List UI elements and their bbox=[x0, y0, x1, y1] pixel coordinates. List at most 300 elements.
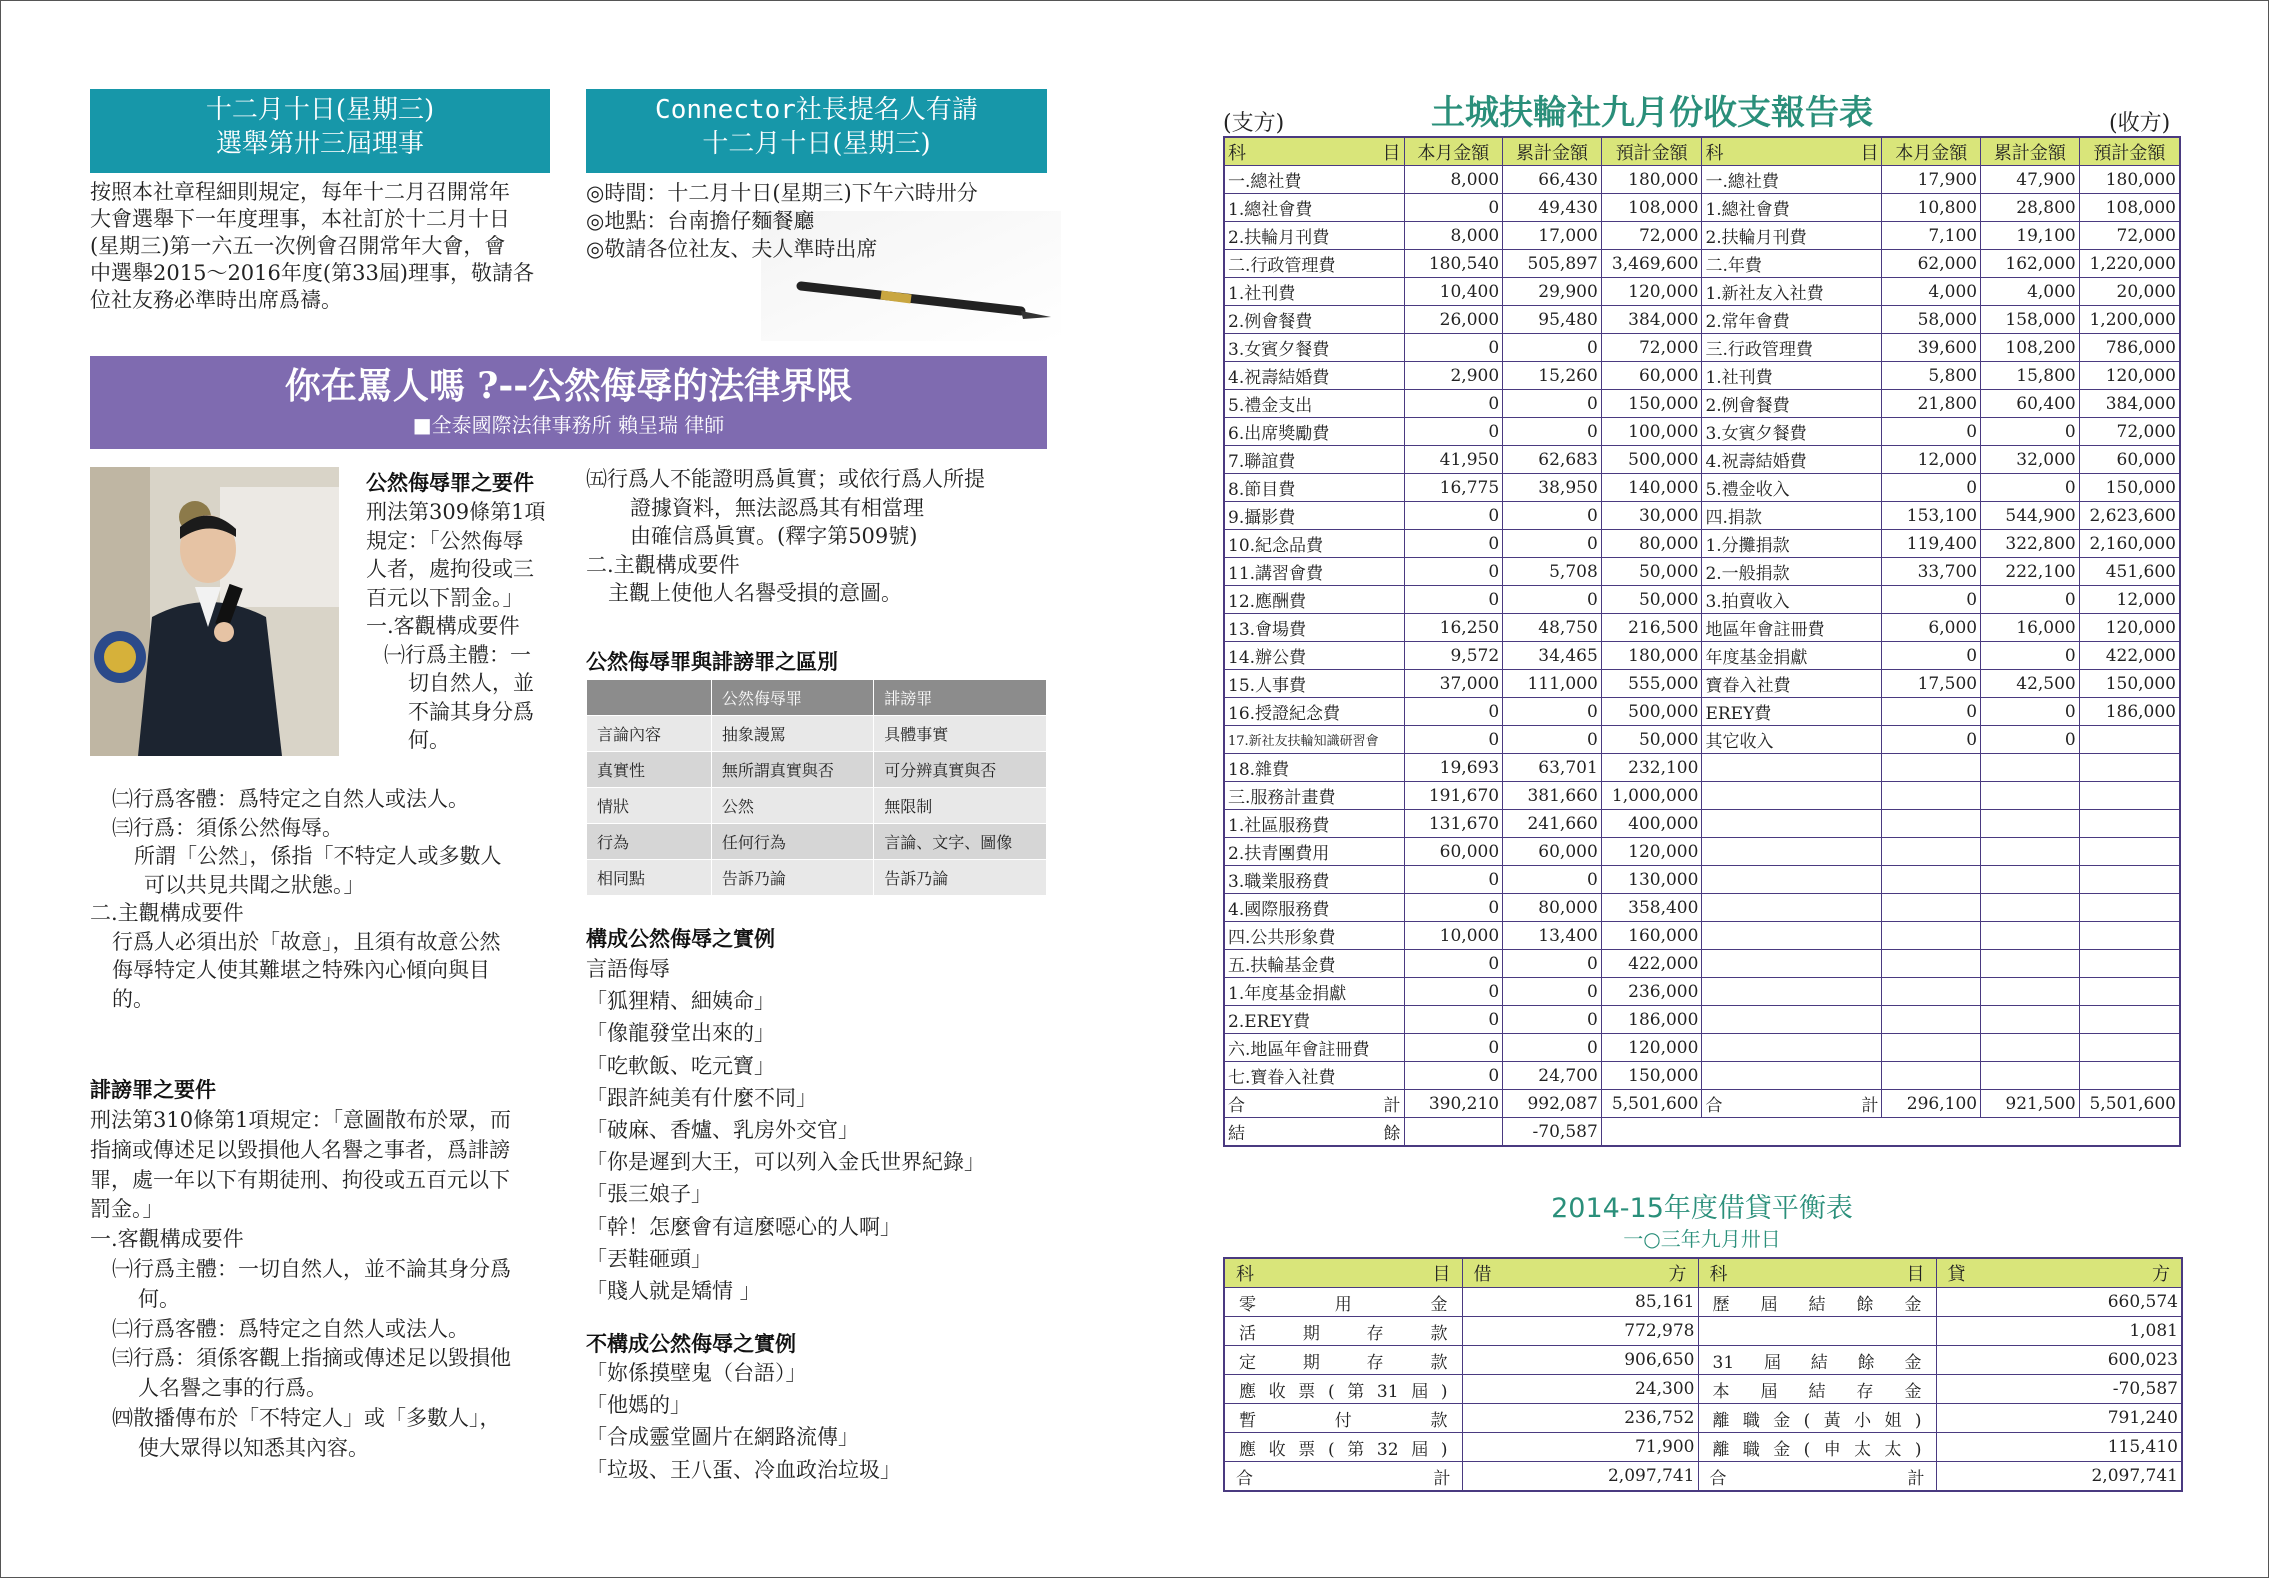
report-value: 38,950 bbox=[1503, 474, 1602, 502]
report-value: 150,000 bbox=[1601, 1062, 1702, 1090]
report-item-label: 2.扶青團費用 bbox=[1224, 838, 1404, 866]
balance-head-debit-a: 借 bbox=[1473, 1264, 1492, 1285]
report-header-subject-a: 科 bbox=[1705, 142, 1724, 164]
report-item-label: 一.總社費 bbox=[1702, 166, 1882, 194]
sec1a-line: ㈠行爲主體：一 bbox=[384, 642, 531, 667]
report-empty-cell bbox=[2079, 754, 2180, 782]
balance-total-debit: 2,097,741 bbox=[1462, 1462, 1698, 1492]
expense-total-label-a: 合 bbox=[1228, 1096, 1245, 1116]
report-value: 186,000 bbox=[2079, 698, 2180, 726]
report-value: 0 bbox=[1404, 978, 1503, 1006]
report-header-row bbox=[1224, 137, 2180, 166]
report-header-subject-b: 目 bbox=[1860, 142, 1879, 164]
income-total-label-a: 合 bbox=[1705, 1096, 1723, 1116]
report-value: 6,000 bbox=[1882, 614, 1981, 642]
sec2-line: ㈠行爲主體：一切自然人，並不論其身分爲 bbox=[112, 1256, 511, 1281]
report-value: 0 bbox=[1981, 418, 2080, 446]
report-empty-cell bbox=[2079, 1062, 2180, 1090]
expense-total-label-b: 計 bbox=[1383, 1096, 1401, 1116]
report-value: 15,800 bbox=[1981, 362, 2080, 390]
compare-cell: 告訴乃論 bbox=[711, 860, 873, 896]
report-empty-cell bbox=[1702, 922, 1882, 950]
report-item-label: 1.總社會費 bbox=[1702, 194, 1882, 222]
report-value: 191,670 bbox=[1404, 782, 1503, 810]
report-value: 49,430 bbox=[1503, 194, 1602, 222]
speaker-photo bbox=[90, 467, 339, 756]
examples-list bbox=[586, 953, 1056, 1307]
connector-box-line1: Connector社長提名人有請 bbox=[655, 95, 978, 125]
report-value: 60,000 bbox=[1503, 838, 1602, 866]
sec1a-line: 百元以下罰金。」 bbox=[366, 585, 524, 610]
report-item-label: 10.紀念品費 bbox=[1224, 530, 1404, 558]
report-value: 66,430 bbox=[1503, 166, 1602, 194]
non-examples-heading: 不構成公然侮辱之實例 bbox=[586, 1332, 796, 1356]
report-value: 32,000 bbox=[1981, 446, 2080, 474]
report-value: 0 bbox=[1882, 698, 1981, 726]
balance-head-credit-a: 貸 bbox=[1947, 1264, 1966, 1285]
report-value: 62,000 bbox=[1882, 250, 1981, 278]
report-item-label: 12.應酬費 bbox=[1224, 586, 1404, 614]
report-item-label: 1.新社友入社費 bbox=[1702, 278, 1882, 306]
report-value: 0 bbox=[1503, 390, 1602, 418]
balance-debit-value: 24,300 bbox=[1462, 1375, 1698, 1404]
report-value: 0 bbox=[1882, 642, 1981, 670]
connector-text-line: ◎敬請各位社友、夫人準時出席 bbox=[586, 237, 878, 261]
report-row bbox=[1224, 390, 2180, 418]
sec1a-line: 一.客觀構成要件 bbox=[366, 614, 520, 638]
report-value: 1,200,000 bbox=[2079, 306, 2180, 334]
report-value: 158,000 bbox=[1981, 306, 2080, 334]
compare-cell: 抽象謾罵 bbox=[711, 716, 873, 752]
report-value: 0 bbox=[1503, 502, 1602, 530]
report-row bbox=[1224, 922, 2180, 950]
balance-total-label-right-a: 合 bbox=[1709, 1468, 1727, 1489]
report-item-label: 7.聯誼費 bbox=[1224, 446, 1404, 474]
report-item-label: 17.新社友扶輪知識研習會 bbox=[1224, 726, 1404, 754]
report-value: 2,160,000 bbox=[2079, 530, 2180, 558]
compare-cell: 公然侮辱罪 bbox=[711, 680, 873, 716]
sec1a-line: 人者，處拘役或三 bbox=[366, 557, 534, 581]
report-item-label: EREY費 bbox=[1702, 698, 1882, 726]
report-empty-cell bbox=[1882, 754, 1981, 782]
report-value: 0 bbox=[1503, 978, 1602, 1006]
report-value: 0 bbox=[1404, 334, 1503, 362]
balance-label-a: 結 bbox=[1228, 1124, 1245, 1144]
report-empty-cell bbox=[1882, 1118, 1981, 1147]
balance-debit-item: 零用金 bbox=[1224, 1288, 1462, 1317]
report-value: 34,465 bbox=[1503, 642, 1602, 670]
report-item-label: 5.禮金收入 bbox=[1702, 474, 1882, 502]
report-value: 0 bbox=[1503, 586, 1602, 614]
report-item-label: 三.行政管理費 bbox=[1702, 334, 1882, 362]
report-value: 0 bbox=[1981, 726, 2080, 754]
col2top-line: 證據資料，無法認爲其有相當理 bbox=[630, 495, 924, 520]
report-value: 384,000 bbox=[1601, 306, 1702, 334]
report-item-label: 15.人事費 bbox=[1224, 670, 1404, 698]
balance-credit-item: 31屆結餘金 bbox=[1698, 1346, 1936, 1375]
report-item-label: 六.地區年會註冊費 bbox=[1224, 1034, 1404, 1062]
report-value: 26,000 bbox=[1404, 306, 1503, 334]
report-value: 60,400 bbox=[1981, 390, 2080, 418]
report-value: 0 bbox=[1981, 642, 2080, 670]
report-value: 21,800 bbox=[1882, 390, 1981, 418]
report-value: 17,500 bbox=[1882, 670, 1981, 698]
report-value: 216,500 bbox=[1601, 614, 1702, 642]
compare-row bbox=[587, 680, 1047, 716]
report-row bbox=[1224, 334, 2180, 362]
report-value: 63,701 bbox=[1503, 754, 1602, 782]
report-item-label: 11.講習會費 bbox=[1224, 558, 1404, 586]
expense-total-value: 992,087 bbox=[1503, 1090, 1602, 1118]
report-empty-cell bbox=[2079, 1034, 2180, 1062]
report-value: 120,000 bbox=[2079, 362, 2180, 390]
report-item-label: 一.總社費 bbox=[1224, 166, 1404, 194]
report-value: 48,750 bbox=[1503, 614, 1602, 642]
report-value: 180,000 bbox=[1601, 166, 1702, 194]
report-item-label: 3.女賓夕餐費 bbox=[1224, 334, 1404, 362]
col2top-line: 由確信爲眞實。(釋字第509號) bbox=[630, 524, 918, 548]
example-line: 言語侮辱 bbox=[586, 957, 670, 981]
report-value: 29,900 bbox=[1503, 278, 1602, 306]
sec1a-line: 不論其身分爲 bbox=[408, 699, 534, 724]
report-empty-cell bbox=[1981, 810, 2080, 838]
report-empty-cell bbox=[1882, 978, 1981, 1006]
report-value: 37,000 bbox=[1404, 670, 1503, 698]
report-value: 322,800 bbox=[1981, 530, 2080, 558]
sec2-line: 使大眾得以知悉其內容。 bbox=[138, 1435, 369, 1460]
report-item-label: 2.一般捐款 bbox=[1702, 558, 1882, 586]
sec1b-line: 侮辱特定人使其難堪之特殊內心傾向與目 bbox=[112, 958, 490, 982]
report-empty-cell bbox=[1702, 894, 1882, 922]
balance-title: 2014-15年度借貸平衡表 bbox=[1551, 1193, 1853, 1224]
report-value: 150,000 bbox=[2079, 670, 2180, 698]
report-value: 0 bbox=[1404, 502, 1503, 530]
election-text-line: (星期三)第一六五一次例會召開常年大會，會 bbox=[90, 234, 506, 258]
report-value: 0 bbox=[1404, 866, 1503, 894]
report-item-label: 1.社區服務費 bbox=[1224, 810, 1404, 838]
report-empty-cell bbox=[1981, 1034, 2080, 1062]
report-empty-cell bbox=[1404, 1118, 1503, 1147]
sec2-line: 何。 bbox=[138, 1286, 180, 1311]
report-item-label: 二.年費 bbox=[1702, 250, 1882, 278]
expense-total-label bbox=[1224, 1090, 1404, 1118]
balance-head-subject-right bbox=[1698, 1258, 1936, 1288]
report-empty-cell bbox=[1981, 838, 2080, 866]
report-value: 120,000 bbox=[1601, 838, 1702, 866]
sec1b-line: 行爲人必須出於「故意」，且須有故意公然 bbox=[112, 929, 501, 954]
report-row bbox=[1224, 362, 2180, 390]
non-examples-list bbox=[586, 1357, 1056, 1486]
balance-header-row bbox=[1224, 1258, 2182, 1288]
report-empty-cell bbox=[1601, 1118, 1702, 1147]
compare-table bbox=[586, 679, 1047, 896]
report-empty-cell bbox=[1702, 838, 1882, 866]
balance-value: -70,587 bbox=[1503, 1118, 1602, 1147]
balance-debit-item: 活期存款 bbox=[1224, 1317, 1462, 1346]
report-row bbox=[1224, 558, 2180, 586]
report-item-label: 五.扶輪基金費 bbox=[1224, 950, 1404, 978]
report-value: 33,700 bbox=[1882, 558, 1981, 586]
compare-cell: 言論、文字、圖像 bbox=[874, 824, 1047, 860]
report-value: 17,900 bbox=[1882, 166, 1981, 194]
non-example-line: 「妳係摸壁鬼（台語）」 bbox=[586, 1361, 807, 1385]
non-example-line: 「垃圾、王八蛋、冷血政治垃圾」 bbox=[586, 1457, 901, 1482]
report-value: 3,469,600 bbox=[1601, 250, 1702, 278]
sec2-text bbox=[90, 1106, 560, 1464]
report-value: 0 bbox=[1404, 698, 1503, 726]
compare-row bbox=[587, 824, 1047, 860]
report-value: 19,693 bbox=[1404, 754, 1503, 782]
report-item-label: 13.會場費 bbox=[1224, 614, 1404, 642]
balance-head-subject-left bbox=[1224, 1258, 1462, 1288]
report-item-label: 5.禮金支出 bbox=[1224, 390, 1404, 418]
report-row bbox=[1224, 306, 2180, 334]
report-value: 0 bbox=[1981, 474, 2080, 502]
report-value: 505,897 bbox=[1503, 250, 1602, 278]
report-total-row bbox=[1224, 1090, 2180, 1118]
report-empty-cell bbox=[1702, 754, 1882, 782]
report-header-subject-b: 目 bbox=[1382, 142, 1401, 164]
col2top-line: 主觀上使他人名譽受損的意圖。 bbox=[608, 581, 902, 605]
report-value bbox=[2079, 726, 2180, 754]
balance-label-b: 餘 bbox=[1383, 1124, 1401, 1144]
report-value: 0 bbox=[1404, 950, 1503, 978]
report-value: 50,000 bbox=[1601, 726, 1702, 754]
report-item-label: 14.辦公費 bbox=[1224, 642, 1404, 670]
sec1a-line: 何。 bbox=[408, 728, 450, 752]
sec1a-line: 刑法第309條第1項 bbox=[366, 500, 546, 524]
report-empty-cell bbox=[2079, 894, 2180, 922]
balance-credit-value: 791,240 bbox=[1936, 1404, 2182, 1433]
report-empty-cell bbox=[2079, 866, 2180, 894]
report-row bbox=[1224, 838, 2180, 866]
report-row bbox=[1224, 670, 2180, 698]
report-value: 4,000 bbox=[1882, 278, 1981, 306]
balance-debit-value: 772,978 bbox=[1462, 1317, 1698, 1346]
report-item-label: 1.社刊費 bbox=[1224, 278, 1404, 306]
expense-side-tag: (支方) bbox=[1223, 111, 1285, 136]
balance-head-subject-right-a: 科 bbox=[1709, 1264, 1728, 1285]
report-value: 0 bbox=[1404, 1062, 1503, 1090]
report-empty-cell bbox=[2079, 782, 2180, 810]
compare-cell: 無限制 bbox=[874, 788, 1047, 824]
report-value: 30,000 bbox=[1601, 502, 1702, 530]
election-text-line: 大會選舉下一年度理事，本社訂於十二月十日 bbox=[90, 207, 510, 231]
compare-cell bbox=[587, 680, 712, 716]
report-value: 0 bbox=[1404, 558, 1503, 586]
balance-debit-value: 906,650 bbox=[1462, 1346, 1698, 1375]
report-value: 0 bbox=[1404, 894, 1503, 922]
report-value: 120,000 bbox=[1601, 278, 1702, 306]
compare-cell: 可分辨真實與否 bbox=[874, 752, 1047, 788]
balance-debit-item: 應收票(第31屆) bbox=[1224, 1375, 1462, 1404]
balance-credit-value: -70,587 bbox=[1936, 1375, 2182, 1404]
report-value: 0 bbox=[1503, 418, 1602, 446]
report-empty-cell bbox=[1702, 866, 1882, 894]
report-value: 108,000 bbox=[2079, 194, 2180, 222]
balance-total-credit: 2,097,741 bbox=[1936, 1462, 2182, 1492]
report-header-cell: 預計金額 bbox=[1601, 137, 1702, 166]
report-value: 16,775 bbox=[1404, 474, 1503, 502]
report-row bbox=[1224, 978, 2180, 1006]
compare-cell: 言論內容 bbox=[587, 716, 712, 752]
report-row bbox=[1224, 894, 2180, 922]
report-value: 0 bbox=[1404, 530, 1503, 558]
sec1b-line: ㈢行爲：須係公然侮辱。 bbox=[112, 815, 343, 840]
report-row bbox=[1224, 754, 2180, 782]
report-item-label: 1.年度基金捐獻 bbox=[1224, 978, 1404, 1006]
report-item-label: 9.攝影費 bbox=[1224, 502, 1404, 530]
report-empty-cell bbox=[1882, 1034, 1981, 1062]
report-value: 2,623,600 bbox=[2079, 502, 2180, 530]
report-item-label: 寶眷入社費 bbox=[1702, 670, 1882, 698]
col2top-line: 二.主觀構成要件 bbox=[586, 552, 740, 577]
balance-total-row bbox=[1224, 1462, 2182, 1492]
report-empty-cell bbox=[1981, 950, 2080, 978]
report-value: 120,000 bbox=[1601, 1034, 1702, 1062]
report-value: 422,000 bbox=[1601, 950, 1702, 978]
report-empty-cell bbox=[1981, 754, 2080, 782]
balance-row bbox=[1224, 1375, 2182, 1404]
report-value: 58,000 bbox=[1882, 306, 1981, 334]
report-item-label: 2.EREY費 bbox=[1224, 1006, 1404, 1034]
report-header-subject bbox=[1702, 137, 1882, 166]
sec2-line: 罰金。」 bbox=[90, 1197, 164, 1222]
sec1-heading: 公然侮辱罪之要件 bbox=[366, 471, 534, 495]
report-item-label: 16.授證紀念費 bbox=[1224, 698, 1404, 726]
income-total-value: 296,100 bbox=[1882, 1090, 1981, 1118]
report-value: 20,000 bbox=[2079, 278, 2180, 306]
report-value: 786,000 bbox=[2079, 334, 2180, 362]
report-value: 150,000 bbox=[1601, 390, 1702, 418]
report-empty-cell bbox=[1882, 950, 1981, 978]
report-empty-cell bbox=[1702, 1006, 1882, 1034]
report-empty-cell bbox=[2079, 1118, 2180, 1147]
report-value: 5,708 bbox=[1503, 558, 1602, 586]
report-empty-cell bbox=[1882, 810, 1981, 838]
sec2-line: 指摘或傳述足以毀損他人名譽之事者，爲誹謗 bbox=[90, 1137, 510, 1162]
report-row bbox=[1224, 1062, 2180, 1090]
report-value: 162,000 bbox=[1981, 250, 2080, 278]
compare-cell: 誹謗罪 bbox=[874, 680, 1047, 716]
balance-credit-item: 本屆結存金 bbox=[1698, 1375, 1936, 1404]
report-item-label: 三.服務計畫費 bbox=[1224, 782, 1404, 810]
report-item-label: 6.出席獎勵費 bbox=[1224, 418, 1404, 446]
compare-cell: 具體事實 bbox=[874, 716, 1047, 752]
report-empty-cell bbox=[1702, 1034, 1882, 1062]
report-value: 236,000 bbox=[1601, 978, 1702, 1006]
report-value: 381,660 bbox=[1503, 782, 1602, 810]
report-value: 180,540 bbox=[1404, 250, 1503, 278]
example-line: 「張三娘子」 bbox=[586, 1182, 712, 1207]
balance-debit-value: 236,752 bbox=[1462, 1404, 1698, 1433]
report-value: 0 bbox=[1503, 726, 1602, 754]
balance-row bbox=[1224, 1288, 2182, 1317]
report-value: 60,000 bbox=[2079, 446, 2180, 474]
balance-total-label-left bbox=[1224, 1462, 1462, 1492]
report-value: 72,000 bbox=[2079, 222, 2180, 250]
report-value: 80,000 bbox=[1601, 530, 1702, 558]
sec2-line: ㈣散播傳布於「不特定人」或「多數人」， bbox=[112, 1405, 501, 1430]
report-row bbox=[1224, 446, 2180, 474]
report-row bbox=[1224, 586, 2180, 614]
compare-cell: 公然 bbox=[711, 788, 873, 824]
balance-total-label-left-a: 合 bbox=[1236, 1468, 1253, 1489]
report-value: 8,000 bbox=[1404, 222, 1503, 250]
balance-table bbox=[1223, 1257, 2183, 1492]
report-value: 358,400 bbox=[1601, 894, 1702, 922]
example-line: 「跟許純美有什麼不同」 bbox=[586, 1085, 817, 1110]
report-value: 4,000 bbox=[1981, 278, 2080, 306]
report-empty-cell bbox=[1702, 782, 1882, 810]
report-value: 1,000,000 bbox=[1601, 782, 1702, 810]
report-row bbox=[1224, 698, 2180, 726]
sec2-heading: 誹謗罪之要件 bbox=[90, 1078, 216, 1102]
report-value: 12,000 bbox=[1882, 446, 1981, 474]
balance-head-credit-b: 方 bbox=[2152, 1264, 2170, 1285]
report-row bbox=[1224, 642, 2180, 670]
report-value: 2,900 bbox=[1404, 362, 1503, 390]
report-item-label: 二.行政管理費 bbox=[1224, 250, 1404, 278]
report-value: 19,100 bbox=[1981, 222, 2080, 250]
balance-credit-value: 600,023 bbox=[1936, 1346, 2182, 1375]
report-value: 0 bbox=[1981, 698, 2080, 726]
report-value: 28,800 bbox=[1981, 194, 2080, 222]
compare-row bbox=[587, 752, 1047, 788]
report-empty-cell bbox=[1981, 1118, 2080, 1147]
report-empty-cell bbox=[1981, 1062, 2080, 1090]
report-row bbox=[1224, 1034, 2180, 1062]
expense-total-value: 5,501,600 bbox=[1601, 1090, 1702, 1118]
report-value: 0 bbox=[1503, 866, 1602, 894]
sec1b-line: 所謂「公然」，係指「不特定人或多數人 bbox=[134, 844, 502, 868]
election-box-line2: 選舉第卅三屆理事 bbox=[215, 129, 424, 159]
sec1-text-a bbox=[366, 498, 566, 755]
compare-cell: 相同點 bbox=[587, 860, 712, 896]
report-value: 186,000 bbox=[1601, 1006, 1702, 1034]
balance-total-label-left-b: 計 bbox=[1433, 1468, 1451, 1489]
balance-debit-value: 71,900 bbox=[1462, 1433, 1698, 1462]
col2top-line: ㈤行爲人不能證明爲眞實；或依行爲人所提 bbox=[586, 467, 985, 491]
report-item-label: 3.拍賣收入 bbox=[1702, 586, 1882, 614]
report-value: 5,800 bbox=[1882, 362, 1981, 390]
report-row bbox=[1224, 222, 2180, 250]
report-value: 0 bbox=[1404, 390, 1503, 418]
election-text-line: 按照本社章程細則規定，每年十二月召開常年 bbox=[90, 180, 510, 204]
report-row bbox=[1224, 194, 2180, 222]
report-value: 131,670 bbox=[1404, 810, 1503, 838]
compare-row bbox=[587, 716, 1047, 752]
report-value: 0 bbox=[1882, 726, 1981, 754]
report-value: 42,500 bbox=[1981, 670, 2080, 698]
report-empty-cell bbox=[1882, 922, 1981, 950]
report-value: 7,100 bbox=[1882, 222, 1981, 250]
report-header-cell: 本月金額 bbox=[1404, 137, 1503, 166]
report-value: 47,900 bbox=[1981, 166, 2080, 194]
income-total-label-b: 計 bbox=[1861, 1096, 1879, 1116]
balance-head-debit bbox=[1462, 1258, 1698, 1288]
example-line: 「吃軟飯、吃元寶」 bbox=[586, 1053, 775, 1078]
report-row bbox=[1224, 614, 2180, 642]
report-balance-row bbox=[1224, 1118, 2180, 1147]
report-item-label: 8.節目費 bbox=[1224, 474, 1404, 502]
report-item-label: 18.雜費 bbox=[1224, 754, 1404, 782]
report-row bbox=[1224, 1006, 2180, 1034]
compare-cell: 告訴乃論 bbox=[874, 860, 1047, 896]
report-row bbox=[1224, 474, 2180, 502]
report-value: 0 bbox=[1882, 418, 1981, 446]
balance-row bbox=[1224, 1317, 2182, 1346]
